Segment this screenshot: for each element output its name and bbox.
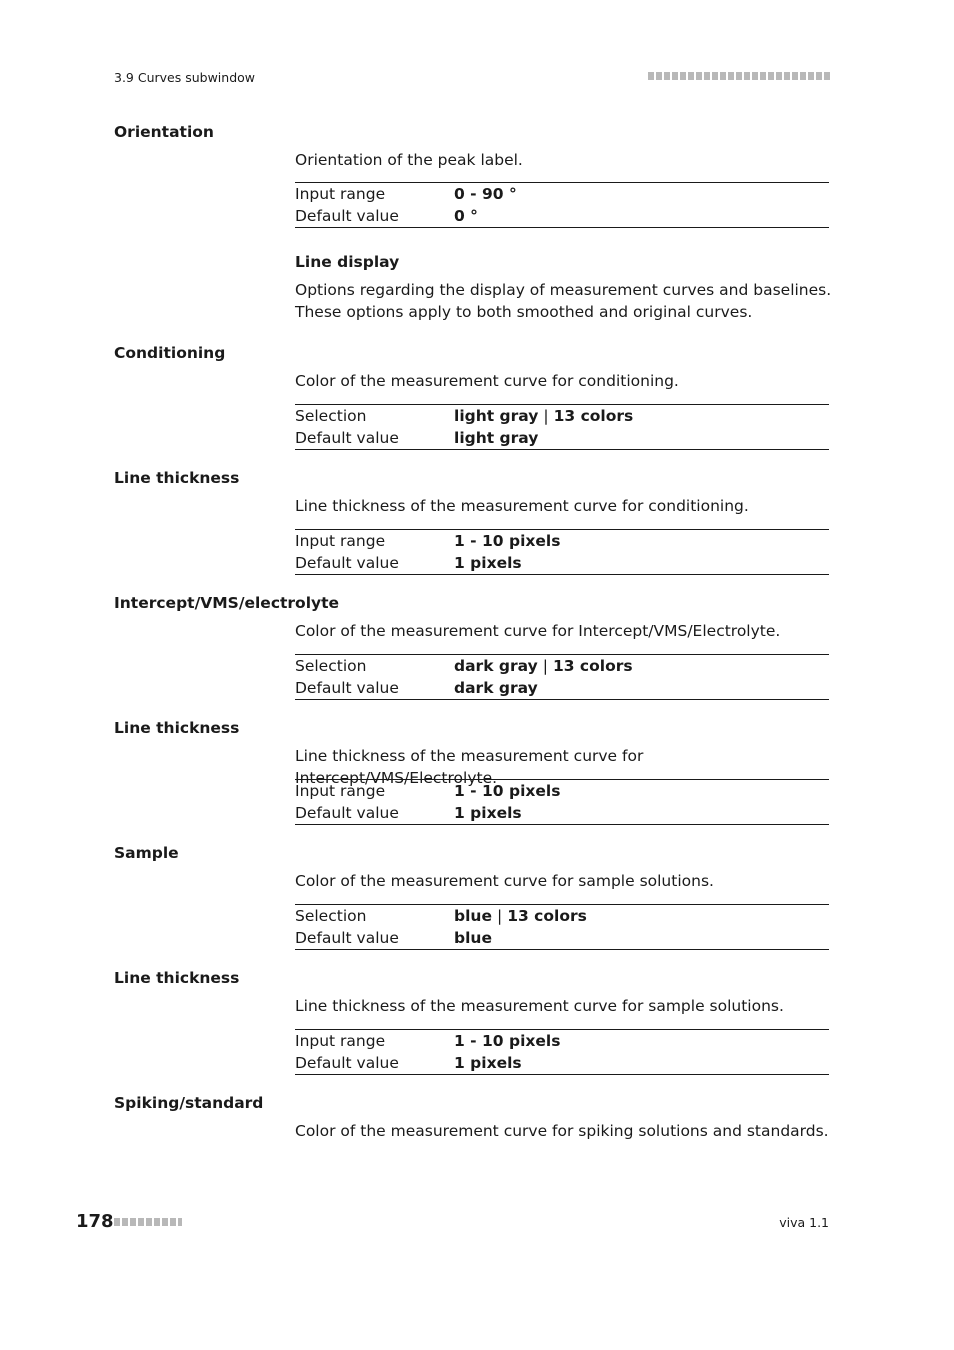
entry-title-spiking-standard: Spiking/standard [114, 1094, 264, 1112]
param-value: 1 pixels [454, 804, 522, 822]
param-key: Selection [295, 407, 367, 425]
param-row [295, 405, 829, 427]
entry-title-line-thickness: Line thickness [114, 969, 240, 987]
entry-description: Orientation of the peak label. [295, 151, 523, 169]
param-value: 1 - 10 pixels [454, 1032, 561, 1050]
separator: | [542, 657, 548, 675]
param-row [295, 802, 829, 824]
param-row [295, 205, 829, 227]
param-value: light gray [454, 429, 539, 447]
param-value [454, 655, 633, 677]
entry-description: Color of the measurement curve for conditioning. [295, 372, 679, 390]
footer-decoration [114, 1218, 182, 1226]
param-row [295, 905, 829, 927]
entry-title-orientation: Orientation [114, 123, 214, 141]
param-row [295, 427, 829, 449]
param-row [295, 677, 829, 699]
parameter-table [295, 182, 829, 228]
entry-title-line-thickness: Line thickness [114, 469, 240, 487]
param-row [295, 1052, 829, 1074]
entry-description: Color of the measurement curve for spiking solutions and standards. [295, 1122, 829, 1140]
param-key: Input range [295, 782, 386, 800]
param-key: Default value [295, 554, 399, 572]
param-value [454, 905, 587, 927]
param-key: Input range [295, 185, 386, 203]
param-key: Input range [295, 532, 386, 550]
entry-description: Line thickness of the measurement curve for sample solutions. [295, 997, 784, 1015]
entry-title-conditioning: Conditioning [114, 344, 226, 362]
param-row [295, 780, 829, 802]
separator: | [496, 907, 503, 925]
entry-title-intercept: Intercept/VMS/electrolyte [114, 594, 340, 612]
param-option: 13 colors [507, 907, 587, 925]
subsection-description: Options regarding the display of measurement curves and baselines. These options apply to both smoothed and original curves. [295, 281, 832, 321]
param-value: 1 pixels [454, 554, 522, 572]
param-key: Default value [295, 429, 399, 447]
param-value: blue [454, 929, 492, 947]
param-option: 13 colors [552, 657, 633, 675]
entry-description: Color of the measurement curve for Intercept/VMS/Electrolyte. [295, 622, 781, 640]
entry-title-sample: Sample [114, 844, 179, 862]
param-option: blue [454, 907, 492, 925]
param-option: 13 colors [553, 407, 634, 425]
param-row [295, 1030, 829, 1052]
separator: | [543, 407, 549, 425]
entry-description: Line thickness of the measurement curve for conditioning. [295, 497, 749, 515]
footer-product-version: viva 1.1 [779, 1215, 829, 1230]
param-row [295, 183, 829, 205]
parameter-table [295, 779, 829, 825]
param-row [295, 530, 829, 552]
param-value [454, 405, 633, 427]
param-key: Selection [295, 907, 367, 925]
entry-description: Line thickness of the measurement curve for Intercept/VMS/Electrolyte. [295, 747, 644, 787]
param-key: Default value [295, 1054, 399, 1072]
parameter-table [295, 404, 829, 450]
entry-title-line-thickness: Line thickness [114, 719, 240, 737]
param-key: Default value [295, 679, 399, 697]
param-row [295, 552, 829, 574]
param-key: Input range [295, 1032, 386, 1050]
param-option: light gray [454, 407, 539, 425]
param-key: Default value [295, 929, 399, 947]
param-option: dark gray [454, 657, 538, 675]
param-key: Default value [295, 804, 399, 822]
param-value: 1 pixels [454, 1054, 522, 1072]
param-row [295, 927, 829, 949]
header-decoration [648, 72, 830, 80]
parameter-table [295, 654, 829, 700]
param-value: 0 ° [454, 207, 478, 225]
parameter-table [295, 529, 829, 575]
running-header-section: 3.9 Curves subwindow [114, 70, 256, 85]
param-value: dark gray [454, 679, 538, 697]
page-number: 178 [76, 1211, 114, 1232]
param-row [295, 655, 829, 677]
subsection-title-line-display: Line display [295, 253, 400, 271]
param-value: 0 - 90 ° [454, 185, 517, 203]
parameter-table [295, 904, 829, 950]
parameter-table [295, 1029, 829, 1075]
param-key: Default value [295, 207, 399, 225]
param-value: 1 - 10 pixels [454, 532, 561, 550]
param-value: 1 - 10 pixels [454, 782, 561, 800]
entry-description: Color of the measurement curve for sample solutions. [295, 872, 714, 890]
param-key: Selection [295, 657, 367, 675]
